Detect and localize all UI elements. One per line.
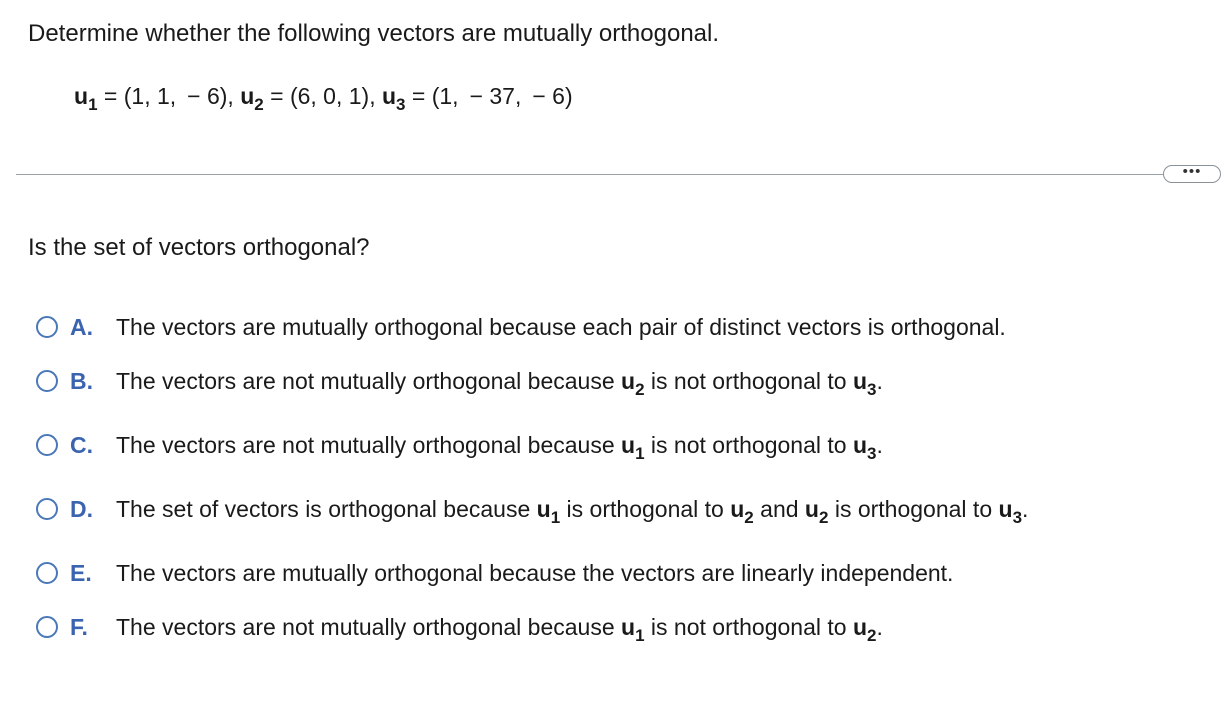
vector-u2-value: = (6, 0, 1), (263, 83, 382, 109)
option-text-b: The vectors are not mutually orthogonal because $u_2$ is not orthogonal to $u_3$. (116, 367, 883, 399)
radio-button-b[interactable] (36, 370, 58, 392)
vector-u1-label: u (74, 83, 89, 109)
radio-button-c[interactable] (36, 434, 58, 456)
vector-u3-label: u (381, 83, 397, 109)
vector-u1-subscript: 1 (88, 95, 98, 114)
option-letter-c: C. (70, 431, 93, 458)
option-text-a: The vectors are mutually orthogonal because each pair of distinct vectors is orthogonal. (116, 313, 1006, 340)
answer-option-c[interactable] (36, 427, 883, 463)
answer-option-a[interactable] (36, 309, 1006, 345)
section-divider (16, 174, 1166, 175)
vector-u2-subscript: 2 (254, 95, 264, 114)
problem-prompt: Determine whether the following vectors are mutually orthogonal. (28, 20, 720, 47)
vector-u2-label: u (240, 83, 255, 109)
question-text: Is the set of vectors orthogonal? (28, 234, 370, 261)
option-letter-e: E. (70, 559, 92, 586)
option-letter-a: A. (70, 313, 93, 340)
vector-u3-subscript: 3 (396, 95, 406, 114)
option-text-f: The vectors are not mutually orthogonal because $u_1$ is not orthogonal to $u_2$. (116, 613, 883, 645)
answer-option-d[interactable] (36, 491, 1028, 527)
more-options-button[interactable]: ••• (1163, 165, 1221, 183)
option-text-d: The set of vectors is orthogonal because $u_1$ is orthogonal to $u_2$ and $u_2$ is orthogonal to $u_3$. (116, 495, 1029, 527)
vector-u1-value: = (1, 1, − 6), (97, 83, 241, 109)
option-text-e: The vectors are mutually orthogonal because the vectors are linearly independent. (116, 559, 954, 586)
answer-option-e[interactable] (36, 555, 953, 591)
option-letter-b: B. (70, 367, 93, 394)
radio-button-e[interactable] (36, 562, 58, 584)
vector-definitions (74, 80, 573, 112)
option-text-c: The vectors are not mutually orthogonal because $u_1$ is not orthogonal to $u_3$. (116, 431, 883, 463)
answer-option-f[interactable] (36, 609, 883, 645)
option-letter-d: D. (70, 495, 93, 522)
radio-button-a[interactable] (36, 316, 58, 338)
radio-button-f[interactable] (36, 616, 58, 638)
option-letter-f: F. (70, 613, 88, 640)
vector-u3-value: = (1, − 37, − 6) (405, 83, 573, 109)
radio-button-d[interactable] (36, 498, 58, 520)
answer-option-b[interactable] (36, 363, 883, 399)
